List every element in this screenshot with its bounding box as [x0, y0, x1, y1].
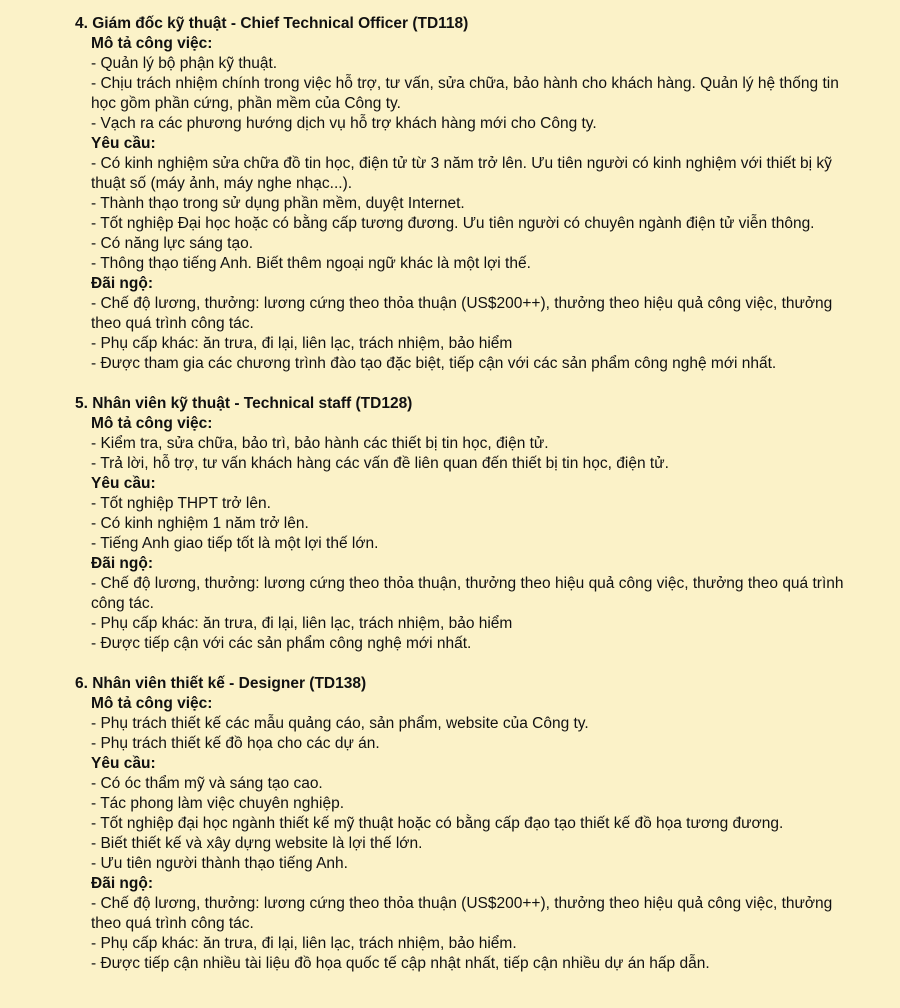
list-item: - Thông thạo tiếng Anh. Biết thêm ngoại ngữ khác là một lợi thế.: [91, 255, 531, 272]
list-item: - Phụ cấp khác: ăn trưa, đi lại, liên lạc, trách nhiệm, bảo hiểm: [91, 615, 513, 632]
list-item: - Có kinh nghiệm sửa chữa đồ tin học, điện tử từ 3 năm trở lên. Ưu tiên người có kinh nghiệm với thiết bị kỹ thuật số (máy ảnh, máy nghe nhạc...).: [91, 155, 832, 192]
list-item: - Chịu trách nhiệm chính trong việc hỗ trợ, tư vấn, sửa chữa, bảo hành cho khách hàng. Quản lý hệ thống tin học gồm phần cứng, phần mềm của Công ty.: [91, 75, 839, 112]
section-heading-benefits: Đãi ngộ:: [91, 555, 153, 572]
section-heading-benefits: Đãi ngộ:: [91, 875, 153, 892]
job-posting-designer: [75, 674, 850, 974]
section-heading-requirements: Yêu cầu:: [91, 475, 156, 492]
list-item: - Kiểm tra, sửa chữa, bảo trì, bảo hành các thiết bị tin học, điện tử.: [91, 435, 549, 452]
section-heading-requirements: Yêu cầu:: [91, 755, 156, 772]
list-item: - Chế độ lương, thưởng: lương cứng theo thỏa thuận (US$200++), thưởng theo hiệu quả công việc, thưởng theo quá trình công tác.: [91, 295, 833, 332]
list-item: - Thành thạo trong sử dụng phần mềm, duyệt Internet.: [91, 195, 465, 212]
list-item: - Có năng lực sáng tạo.: [91, 235, 254, 252]
list-item: - Tốt nghiệp THPT trở lên.: [91, 495, 271, 512]
job-posting-technical-staff: [75, 394, 850, 654]
list-item: - Tác phong làm việc chuyên nghiệp.: [91, 795, 345, 812]
list-item: - Vạch ra các phương hướng dịch vụ hỗ trợ khách hàng mới cho Công ty.: [91, 115, 597, 132]
list-item: - Phụ cấp khác: ăn trưa, đi lại, liên lạc, trách nhiệm, bảo hiểm.: [91, 935, 517, 952]
list-item: - Được tham gia các chương trình đào tạo đặc biệt, tiếp cận với các sản phẩm công nghệ mới nhất.: [91, 355, 777, 372]
job-title: 4. Giám đốc kỹ thuật - Chief Technical Officer (TD118): [75, 15, 469, 32]
list-item: - Tốt nghiệp Đại học hoặc có bằng cấp tương đương. Ưu tiên người có chuyên ngành điện tử viễn thông.: [91, 215, 815, 232]
list-item: - Tốt nghiệp đại học ngành thiết kế mỹ thuật hoặc có bằng cấp đạo tạo thiết kế đồ họa tương đương.: [91, 815, 784, 832]
list-item: - Chế độ lương, thưởng: lương cứng theo thỏa thuận (US$200++), thưởng theo hiệu quả công việc, thưởng theo quá trình công tác.: [91, 895, 833, 932]
list-item: - Phụ cấp khác: ăn trưa, đi lại, liên lạc, trách nhiệm, bảo hiểm: [91, 335, 513, 352]
section-heading-requirements: Yêu cầu:: [91, 135, 156, 152]
list-item: - Phụ trách thiết kế các mẫu quảng cáo, sản phẩm, website của Công ty.: [91, 715, 589, 732]
list-item: - Biết thiết kế và xây dựng website là lợi thế lớn.: [91, 835, 423, 852]
job-title: 5. Nhân viên kỹ thuật - Technical staff (TD128): [75, 395, 413, 412]
list-item: - Trả lời, hỗ trợ, tư vấn khách hàng các vấn đề liên quan đến thiết bị tin học, điện tử.: [91, 455, 669, 472]
section-heading-description: Mô tả công việc:: [91, 415, 213, 432]
list-item: - Được tiếp cận với các sản phẩm công nghệ mới nhất.: [91, 635, 472, 652]
section-heading-description: Mô tả công việc:: [91, 35, 213, 52]
list-item: - Quản lý bộ phận kỹ thuật.: [91, 55, 278, 72]
section-heading-description: Mô tả công việc:: [91, 695, 213, 712]
list-item: - Tiếng Anh giao tiếp tốt là một lợi thế lớn.: [91, 535, 379, 552]
list-item: - Có óc thẩm mỹ và sáng tạo cao.: [91, 775, 323, 792]
list-item: - Có kinh nghiệm 1 năm trở lên.: [91, 515, 309, 532]
job-posting-cto: [75, 14, 850, 374]
list-item: - Ưu tiên người thành thạo tiếng Anh.: [91, 855, 348, 872]
section-heading-benefits: Đãi ngộ:: [91, 275, 153, 292]
list-item: - Được tiếp cận nhiều tài liệu đồ họa quốc tế cập nhật nhất, tiếp cận nhiều dự án hấp dẫn.: [91, 955, 710, 972]
list-item: - Chế độ lương, thưởng: lương cứng theo thỏa thuận, thưởng theo hiệu quả công việc, thưởng theo quá trình công tác.: [91, 575, 844, 612]
list-item: - Phụ trách thiết kế đồ họa cho các dự án.: [91, 735, 380, 752]
job-title: 6. Nhân viên thiết kế - Designer (TD138): [75, 675, 367, 692]
